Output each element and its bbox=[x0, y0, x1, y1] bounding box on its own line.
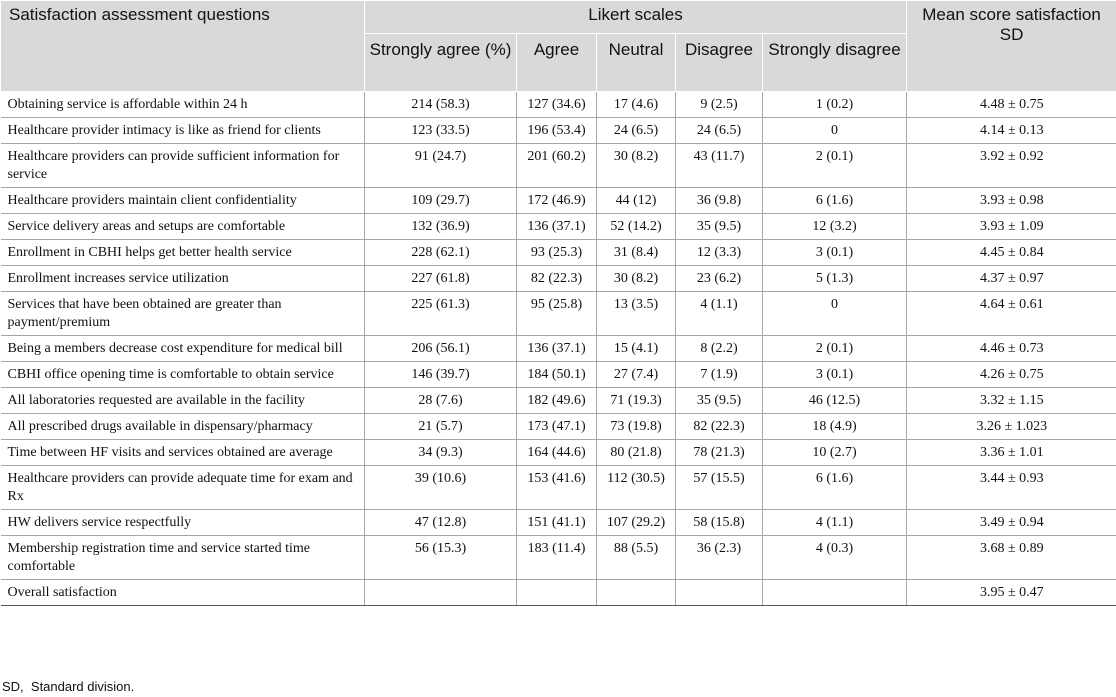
strongly-disagree-cell: 6 (1.6) bbox=[763, 188, 907, 214]
strongly-disagree-cell: 0 bbox=[763, 292, 907, 336]
agree-cell: 164 (44.6) bbox=[517, 440, 597, 466]
strongly-agree-cell: 225 (61.3) bbox=[365, 292, 517, 336]
question-cell: All prescribed drugs available in dispensary/pharmacy bbox=[1, 414, 365, 440]
disagree-cell: 43 (11.7) bbox=[676, 144, 763, 188]
question-cell: Time between HF visits and services obtained are average bbox=[1, 440, 365, 466]
agree-cell: 153 (41.6) bbox=[517, 466, 597, 510]
strongly-disagree-cell: 46 (12.5) bbox=[763, 388, 907, 414]
table-row bbox=[1, 362, 1116, 388]
table-row bbox=[1, 214, 1116, 240]
agree-cell: 201 (60.2) bbox=[517, 144, 597, 188]
header-disagree: Disagree bbox=[676, 34, 763, 92]
strongly-agree-cell: 39 (10.6) bbox=[365, 466, 517, 510]
neutral-cell: 88 (5.5) bbox=[597, 536, 676, 580]
question-cell: Healthcare provider intimacy is like as friend for clients bbox=[1, 118, 365, 144]
header-mean-score: Mean score satisfaction SD bbox=[907, 1, 1116, 92]
mean-score-cell: 4.45 ± 0.84 bbox=[907, 240, 1116, 266]
table-row bbox=[1, 336, 1116, 362]
strongly-disagree-cell: 4 (1.1) bbox=[763, 510, 907, 536]
table-row bbox=[1, 466, 1116, 510]
agree-cell: 136 (37.1) bbox=[517, 336, 597, 362]
neutral-cell: 17 (4.6) bbox=[597, 92, 676, 118]
disagree-cell: 58 (15.8) bbox=[676, 510, 763, 536]
disagree-cell: 12 (3.3) bbox=[676, 240, 763, 266]
footnote: SD, Standard division. bbox=[2, 679, 135, 694]
mean-score-cell: 3.26 ± 1.023 bbox=[907, 414, 1116, 440]
agree-cell: 82 (22.3) bbox=[517, 266, 597, 292]
question-cell: Service delivery areas and setups are comfortable bbox=[1, 214, 365, 240]
neutral-cell bbox=[597, 580, 676, 606]
table-row bbox=[1, 266, 1116, 292]
table-row bbox=[1, 580, 1116, 606]
question-cell: Healthcare providers maintain client confidentiality bbox=[1, 188, 365, 214]
table-row bbox=[1, 388, 1116, 414]
strongly-agree-cell: 56 (15.3) bbox=[365, 536, 517, 580]
table-row bbox=[1, 188, 1116, 214]
header-strongly-disagree: Strongly disagree bbox=[763, 34, 907, 92]
question-cell: HW delivers service respectfully bbox=[1, 510, 365, 536]
neutral-cell: 30 (8.2) bbox=[597, 144, 676, 188]
neutral-cell: 71 (19.3) bbox=[597, 388, 676, 414]
neutral-cell: 24 (6.5) bbox=[597, 118, 676, 144]
strongly-disagree-cell: 5 (1.3) bbox=[763, 266, 907, 292]
disagree-cell: 23 (6.2) bbox=[676, 266, 763, 292]
strongly-agree-cell: 47 (12.8) bbox=[365, 510, 517, 536]
question-cell: Healthcare providers can provide sufficient information for service bbox=[1, 144, 365, 188]
strongly-disagree-cell: 18 (4.9) bbox=[763, 414, 907, 440]
question-cell: Services that have been obtained are greater than payment/premium bbox=[1, 292, 365, 336]
neutral-cell: 112 (30.5) bbox=[597, 466, 676, 510]
question-cell: CBHI office opening time is comfortable to obtain service bbox=[1, 362, 365, 388]
strongly-disagree-cell: 2 (0.1) bbox=[763, 336, 907, 362]
disagree-cell bbox=[676, 580, 763, 606]
question-cell: Overall satisfaction bbox=[1, 580, 365, 606]
table-row bbox=[1, 510, 1116, 536]
question-cell: Being a members decrease cost expenditure for medical bill bbox=[1, 336, 365, 362]
table-header bbox=[1, 1, 1116, 92]
agree-cell: 172 (46.9) bbox=[517, 188, 597, 214]
table-row bbox=[1, 292, 1116, 336]
table-row bbox=[1, 536, 1116, 580]
neutral-cell: 30 (8.2) bbox=[597, 266, 676, 292]
disagree-cell: 35 (9.5) bbox=[676, 214, 763, 240]
header-likert-scales: Likert scales bbox=[365, 1, 907, 34]
neutral-cell: 15 (4.1) bbox=[597, 336, 676, 362]
neutral-cell: 80 (21.8) bbox=[597, 440, 676, 466]
mean-score-cell: 3.68 ± 0.89 bbox=[907, 536, 1116, 580]
agree-cell: 136 (37.1) bbox=[517, 214, 597, 240]
strongly-disagree-cell: 3 (0.1) bbox=[763, 240, 907, 266]
neutral-cell: 31 (8.4) bbox=[597, 240, 676, 266]
neutral-cell: 13 (3.5) bbox=[597, 292, 676, 336]
mean-score-cell: 3.32 ± 1.15 bbox=[907, 388, 1116, 414]
strongly-disagree-cell: 0 bbox=[763, 118, 907, 144]
agree-cell: 173 (47.1) bbox=[517, 414, 597, 440]
neutral-cell: 52 (14.2) bbox=[597, 214, 676, 240]
mean-score-cell: 3.49 ± 0.94 bbox=[907, 510, 1116, 536]
table-row bbox=[1, 414, 1116, 440]
mean-score-cell: 4.46 ± 0.73 bbox=[907, 336, 1116, 362]
strongly-agree-cell: 146 (39.7) bbox=[365, 362, 517, 388]
mean-score-cell: 3.44 ± 0.93 bbox=[907, 466, 1116, 510]
mean-score-cell: 4.64 ± 0.61 bbox=[907, 292, 1116, 336]
strongly-disagree-cell: 3 (0.1) bbox=[763, 362, 907, 388]
agree-cell: 182 (49.6) bbox=[517, 388, 597, 414]
mean-score-cell: 4.14 ± 0.13 bbox=[907, 118, 1116, 144]
header-agree: Agree bbox=[517, 34, 597, 92]
agree-cell: 151 (41.1) bbox=[517, 510, 597, 536]
header-neutral: Neutral bbox=[597, 34, 676, 92]
strongly-disagree-cell: 2 (0.1) bbox=[763, 144, 907, 188]
strongly-agree-cell: 91 (24.7) bbox=[365, 144, 517, 188]
mean-score-cell: 3.93 ± 1.09 bbox=[907, 214, 1116, 240]
disagree-cell: 8 (2.2) bbox=[676, 336, 763, 362]
question-cell: Enrollment in CBHI helps get better health service bbox=[1, 240, 365, 266]
strongly-disagree-cell: 6 (1.6) bbox=[763, 466, 907, 510]
disagree-cell: 4 (1.1) bbox=[676, 292, 763, 336]
neutral-cell: 107 (29.2) bbox=[597, 510, 676, 536]
strongly-agree-cell: 21 (5.7) bbox=[365, 414, 517, 440]
table-row bbox=[1, 118, 1116, 144]
disagree-cell: 36 (9.8) bbox=[676, 188, 763, 214]
strongly-disagree-cell: 4 (0.3) bbox=[763, 536, 907, 580]
strongly-agree-cell: 228 (62.1) bbox=[365, 240, 517, 266]
disagree-cell: 82 (22.3) bbox=[676, 414, 763, 440]
neutral-cell: 27 (7.4) bbox=[597, 362, 676, 388]
mean-score-cell: 4.48 ± 0.75 bbox=[907, 92, 1116, 118]
agree-cell: 95 (25.8) bbox=[517, 292, 597, 336]
header-strongly-agree: Strongly agree (%) bbox=[365, 34, 517, 92]
table-row bbox=[1, 240, 1116, 266]
question-cell: Membership registration time and service started time comfortable bbox=[1, 536, 365, 580]
disagree-cell: 7 (1.9) bbox=[676, 362, 763, 388]
strongly-agree-cell: 132 (36.9) bbox=[365, 214, 517, 240]
mean-score-cell: 3.92 ± 0.92 bbox=[907, 144, 1116, 188]
agree-cell: 183 (11.4) bbox=[517, 536, 597, 580]
agree-cell: 93 (25.3) bbox=[517, 240, 597, 266]
strongly-agree-cell: 214 (58.3) bbox=[365, 92, 517, 118]
disagree-cell: 78 (21.3) bbox=[676, 440, 763, 466]
question-cell: Healthcare providers can provide adequate time for exam and Rx bbox=[1, 466, 365, 510]
neutral-cell: 73 (19.8) bbox=[597, 414, 676, 440]
agree-cell bbox=[517, 580, 597, 606]
strongly-agree-cell: 123 (33.5) bbox=[365, 118, 517, 144]
neutral-cell: 44 (12) bbox=[597, 188, 676, 214]
agree-cell: 196 (53.4) bbox=[517, 118, 597, 144]
mean-score-cell: 4.26 ± 0.75 bbox=[907, 362, 1116, 388]
strongly-agree-cell: 109 (29.7) bbox=[365, 188, 517, 214]
table-row bbox=[1, 92, 1116, 118]
strongly-agree-cell: 227 (61.8) bbox=[365, 266, 517, 292]
header-question: Satisfaction assessment questions bbox=[1, 1, 365, 92]
mean-score-cell: 3.93 ± 0.98 bbox=[907, 188, 1116, 214]
strongly-agree-cell: 28 (7.6) bbox=[365, 388, 517, 414]
strongly-agree-cell: 34 (9.3) bbox=[365, 440, 517, 466]
mean-score-cell: 4.37 ± 0.97 bbox=[907, 266, 1116, 292]
disagree-cell: 35 (9.5) bbox=[676, 388, 763, 414]
disagree-cell: 24 (6.5) bbox=[676, 118, 763, 144]
agree-cell: 184 (50.1) bbox=[517, 362, 597, 388]
strongly-agree-cell: 206 (56.1) bbox=[365, 336, 517, 362]
mean-score-cell: 3.36 ± 1.01 bbox=[907, 440, 1116, 466]
table-row bbox=[1, 144, 1116, 188]
table-body bbox=[1, 92, 1116, 606]
mean-score-cell: 3.95 ± 0.47 bbox=[907, 580, 1116, 606]
strongly-disagree-cell: 12 (3.2) bbox=[763, 214, 907, 240]
disagree-cell: 36 (2.3) bbox=[676, 536, 763, 580]
question-cell: Obtaining service is affordable within 24 h bbox=[1, 92, 365, 118]
strongly-agree-cell bbox=[365, 580, 517, 606]
strongly-disagree-cell: 1 (0.2) bbox=[763, 92, 907, 118]
disagree-cell: 57 (15.5) bbox=[676, 466, 763, 510]
question-cell: All laboratories requested are available in the facility bbox=[1, 388, 365, 414]
disagree-cell: 9 (2.5) bbox=[676, 92, 763, 118]
table-row bbox=[1, 440, 1116, 466]
strongly-disagree-cell: 10 (2.7) bbox=[763, 440, 907, 466]
agree-cell: 127 (34.6) bbox=[517, 92, 597, 118]
strongly-disagree-cell bbox=[763, 580, 907, 606]
question-cell: Enrollment increases service utilization bbox=[1, 266, 365, 292]
